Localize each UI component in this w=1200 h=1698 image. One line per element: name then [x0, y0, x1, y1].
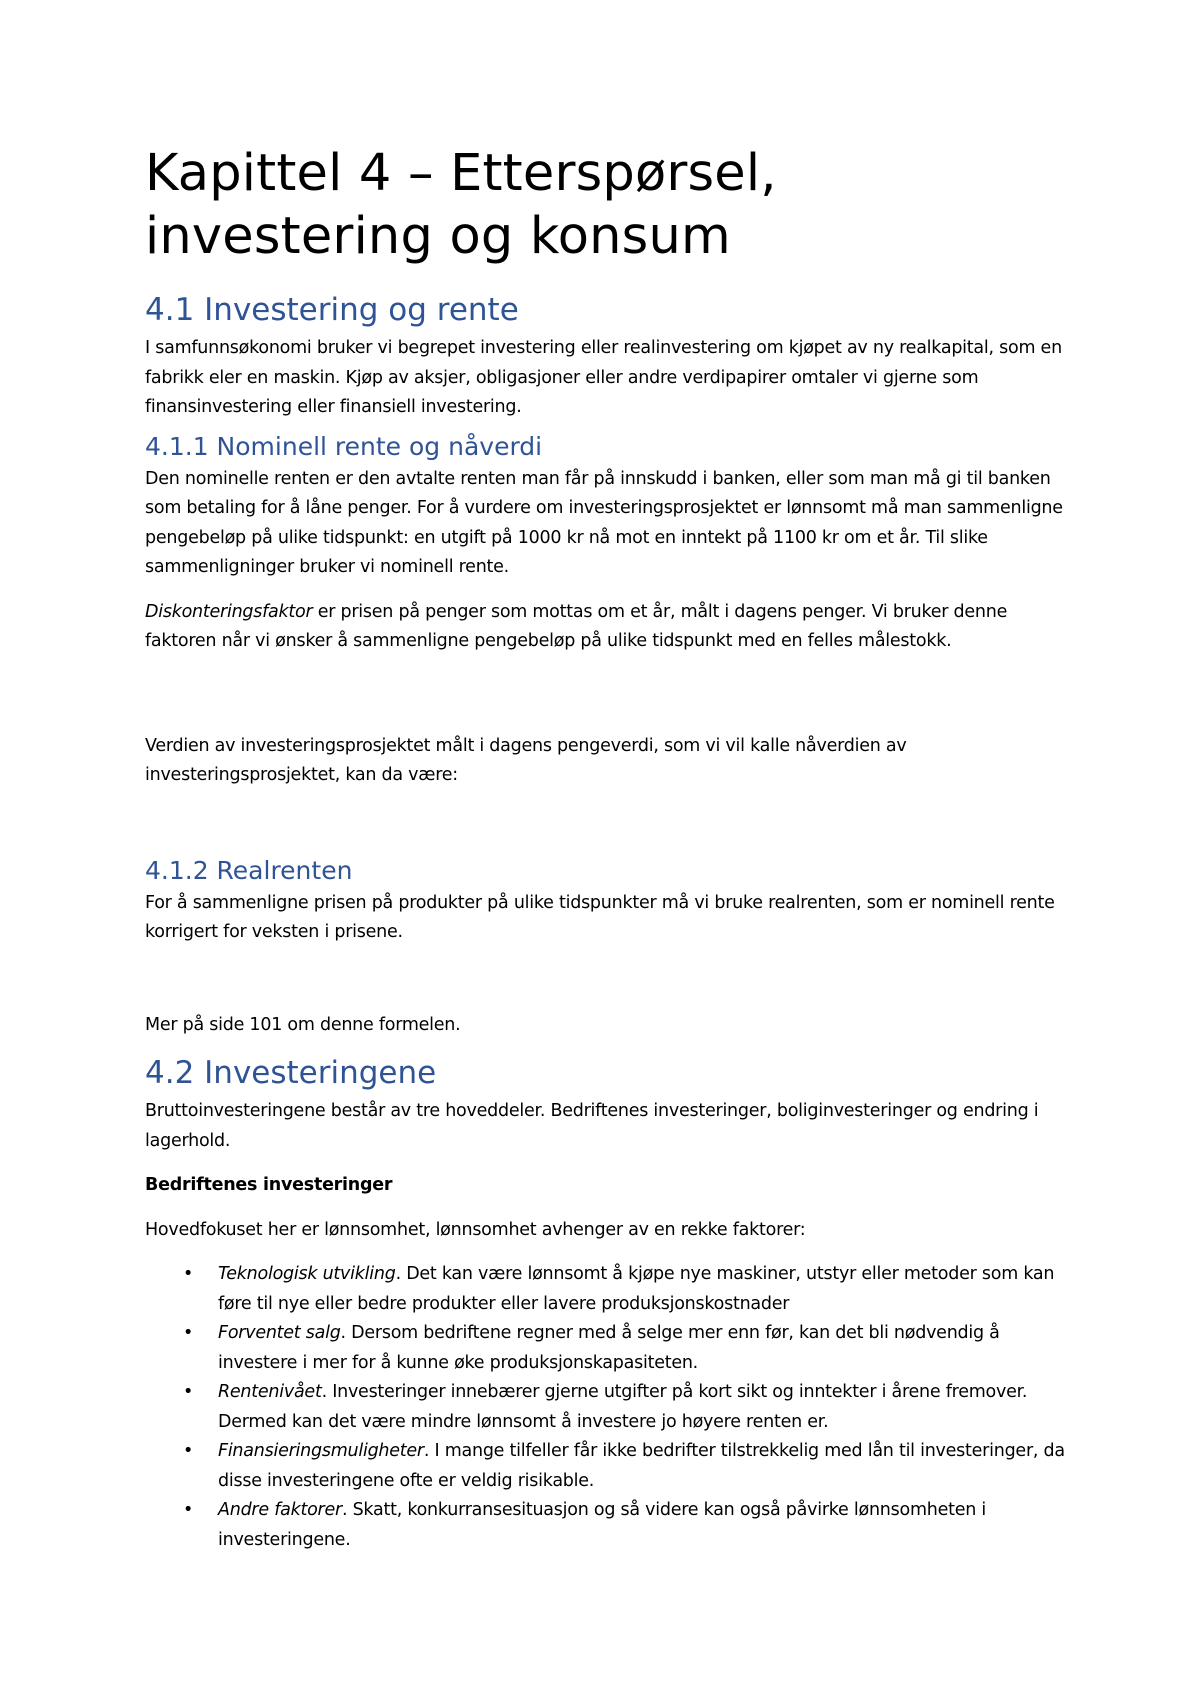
formula-spacer — [145, 806, 1070, 854]
document-title — [145, 142, 1070, 268]
bullet-icon: • — [183, 1264, 194, 1284]
list-item-term: Finansieringsmuligheter — [218, 1441, 424, 1461]
formula-spacer — [145, 963, 1070, 1011]
paragraph-discount-factor — [145, 598, 1070, 657]
formula-spacer — [145, 672, 1070, 732]
list-item — [145, 1496, 1070, 1555]
bullet-icon: • — [183, 1323, 194, 1343]
list-item-term: Teknologisk utvikling — [218, 1264, 396, 1284]
document-title-line1: Kapittel 4 – Etterspørsel, — [145, 144, 777, 203]
list-item — [145, 1437, 1070, 1496]
paragraph-real-rate: For å sammenligne prisen på produkter på ulike tidspunkter må vi bruke realrenten, som er nominell rente korrigert for veksten i prisene. — [145, 892, 1055, 942]
paragraph-main-focus: Hovedfokuset her er lønnsomhet, lønnsomhet avhenger av en rekke faktorer: — [145, 1219, 806, 1240]
list-item-term: Rentenivået — [218, 1382, 322, 1402]
paragraph-page-reference: Mer på side 101 om denne formelen. — [145, 1014, 461, 1035]
paragraph-4-1-intro: I samfunnsøkonomi bruker vi begrepet investering eller realinvestering om kjøpet av ny realkapital, som en fabrikk eler en maskin. Kjøp av aksjer, obligasjoner eller andre verdipapirer omtaler vi gjerne som finansinvestering eller finansiell investering. — [145, 338, 1062, 417]
heading-4-1-1: 4.1.1 Nominell rente og nåverdi — [145, 431, 543, 461]
paragraph-gross-investments: Bruttoinvesteringene består av tre hoveddeler. Bedriftenes investeringer, boliginvesteringer og endring i lagerhold. — [145, 1101, 1039, 1151]
bullet-icon: • — [183, 1500, 194, 1520]
bullet-icon: • — [183, 1441, 194, 1461]
list-item-text: . Dersom bedriftene regner med å selge mer enn før, kan det bli nødvendig å investere i mer for å kunne øke produksjonskapasiteten. — [218, 1323, 1000, 1373]
list-item — [145, 1378, 1070, 1437]
paragraph-present-value: Verdien av investeringsprosjektet målt i dagens pengeverdi, som vi vil kalle nåverdien av investeringsprosjektet, kan da være: — [145, 735, 907, 785]
heading-4-1-2: 4.1.2 Realrenten — [145, 855, 353, 885]
heading-4-2: 4.2 Investeringene — [145, 1055, 437, 1091]
list-item-text: . Skatt, konkurransesituasjon og så videre kan også påvirke lønnsomheten i investeringene. — [218, 1500, 987, 1550]
factors-list — [145, 1260, 1070, 1555]
list-item — [145, 1260, 1070, 1319]
paragraph-nominal-rate: Den nominelle renten er den avtalte renten man får på innskudd i banken, eller som man må gi til banken som betaling for å låne penger. For å vurdere om investeringsprosjektet er lønnsomt må man sammenligne pengebeløp på ulike tidspunkt: en utgift på 1000 kr nå mot en inntekt på 1100 kr om et år. Til slike sammenligninger bruker vi nominell rente. — [145, 468, 1063, 577]
subheading-company-investments: Bedriftenes investeringer — [145, 1175, 393, 1195]
list-item-text: . Investeringer innebærer gjerne utgifter på kort sikt og inntekter i årene fremover. Dermed kan det være mindre lønnsomt å investere jo høyere renten er. — [218, 1382, 1028, 1432]
paragraph-discount-factor-text: er prisen på penger som mottas om et år, målt i dagens penger. Vi bruker denne faktoren når vi ønsker å sammenligne pengebeløp på ulike tidspunkt med en felles målestokk. — [145, 601, 1008, 651]
term-discount-factor: Diskonteringsfaktor — [145, 601, 313, 622]
bullet-icon: • — [183, 1382, 194, 1402]
list-item — [145, 1319, 1070, 1378]
heading-4-1: 4.1 Investering og rente — [145, 292, 519, 328]
list-item-term: Andre faktorer — [218, 1500, 342, 1520]
list-item-text: . I mange tilfeller får ikke bedrifter tilstrekkelig med lån til investeringer, da disse investeringene ofte er veldig risikable. — [218, 1441, 1065, 1491]
list-item-term: Forventet salg — [218, 1323, 341, 1343]
document-title-line2: investering og konsum — [145, 207, 731, 266]
list-item-text: . Det kan være lønnsomt å kjøpe nye maskiner, utstyr eller metoder som kan føre til nye eller bedre produkter eller lavere produksjonskostnader — [218, 1264, 1055, 1314]
